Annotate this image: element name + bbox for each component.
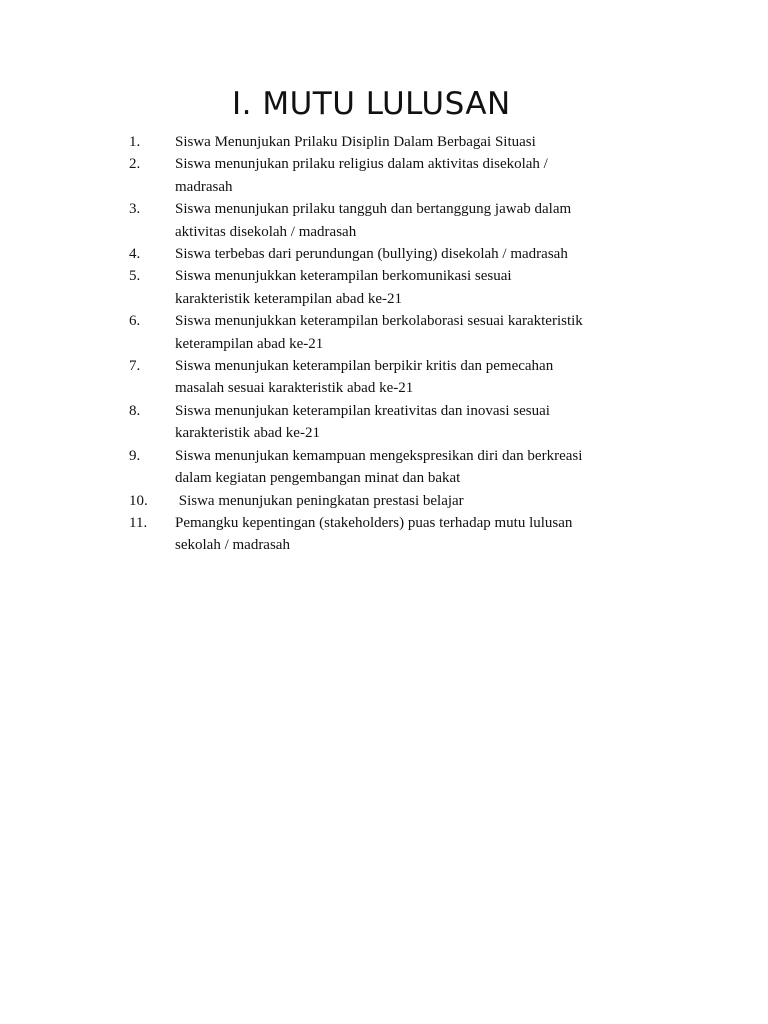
list-item-text [175,153,675,198]
list-item-number: 4. [129,246,141,263]
list-item-text [175,400,675,445]
list-item-line: dalam kegiatan pengembangan minat dan bakat [175,470,461,487]
list-item-line: Siswa terbebas dari perundungan (bullying) disekolah / madrasah [175,246,568,263]
list-item [0,490,768,512]
list-item-line: karakteristik abad ke-21 [175,425,320,442]
list-item [0,310,768,355]
list-item-line: aktivitas disekolah / madrasah [175,223,357,240]
list-item-line: Siswa menunjukan keterampilan berpikir kritis dan pemecahan [175,358,554,375]
list-item-line: Siswa menunjukkan keterampilan berkolaborasi sesuai karakteristik [175,313,583,330]
list-item [0,400,768,445]
list-item-number: 11. [129,514,148,531]
list-item-line: madrasah [175,178,233,195]
list-item-line: sekolah / madrasah [175,537,290,554]
page-title: I. MUTU LULUSAN [232,86,511,122]
list-item-text [175,445,675,490]
list-item-text [175,243,675,265]
list-item-number: 6. [129,313,141,330]
list-item-line: Pemangku kepentingan (stakeholders) puas terhadap mutu lulusan [175,514,573,531]
list-item-line: karakteristik keterampilan abad ke-21 [175,290,402,307]
list-item-text [175,265,675,310]
list-item-line: Siswa menunjukan peningkatan prestasi belajar [175,492,464,509]
list-item-number: 9. [129,447,141,464]
list-item-number: 3. [129,201,141,218]
list-item-line: Siswa menunjukan keterampilan kreativitas dan inovasi sesuai [175,402,550,419]
list-item [0,355,768,400]
list-item-text [175,490,675,512]
list-item-line: Siswa menunjukan kemampuan mengekspresikan diri dan berkreasi [175,447,583,464]
list-item [0,445,768,490]
list-item-number: 8. [129,402,141,419]
list-item-line: masalah sesuai karakteristik abad ke-21 [175,380,414,397]
list-item-number: 7. [129,358,141,375]
list-item-number: 5. [129,268,141,285]
list-item [0,243,768,265]
list-item-number: 2. [129,156,141,173]
list-item-text [175,310,675,355]
list-item [0,131,768,153]
list-item-text [175,355,675,400]
list-item [0,512,768,557]
list-item-number: 10. [129,492,148,509]
list-item [0,198,768,243]
list-item [0,265,768,310]
list-item-text [175,512,675,557]
list-item-number: 1. [129,134,141,150]
list-item [0,153,768,198]
list-item-text [175,198,675,243]
list-item-line: Siswa menunjukkan keterampilan berkomunikasi sesuai [175,268,512,285]
list-item-line: keterampilan abad ke-21 [175,335,324,352]
list-item-text [175,131,675,153]
list-item-line: Siswa menunjukan prilaku tangguh dan bertanggung jawab dalam [175,201,572,218]
list-item-line: Siswa Menunjukan Prilaku Disiplin Dalam Berbagai Situasi [175,134,536,150]
numbered-list [0,131,768,557]
list-item-line: Siswa menunjukan prilaku religius dalam aktivitas disekolah / [175,156,548,173]
